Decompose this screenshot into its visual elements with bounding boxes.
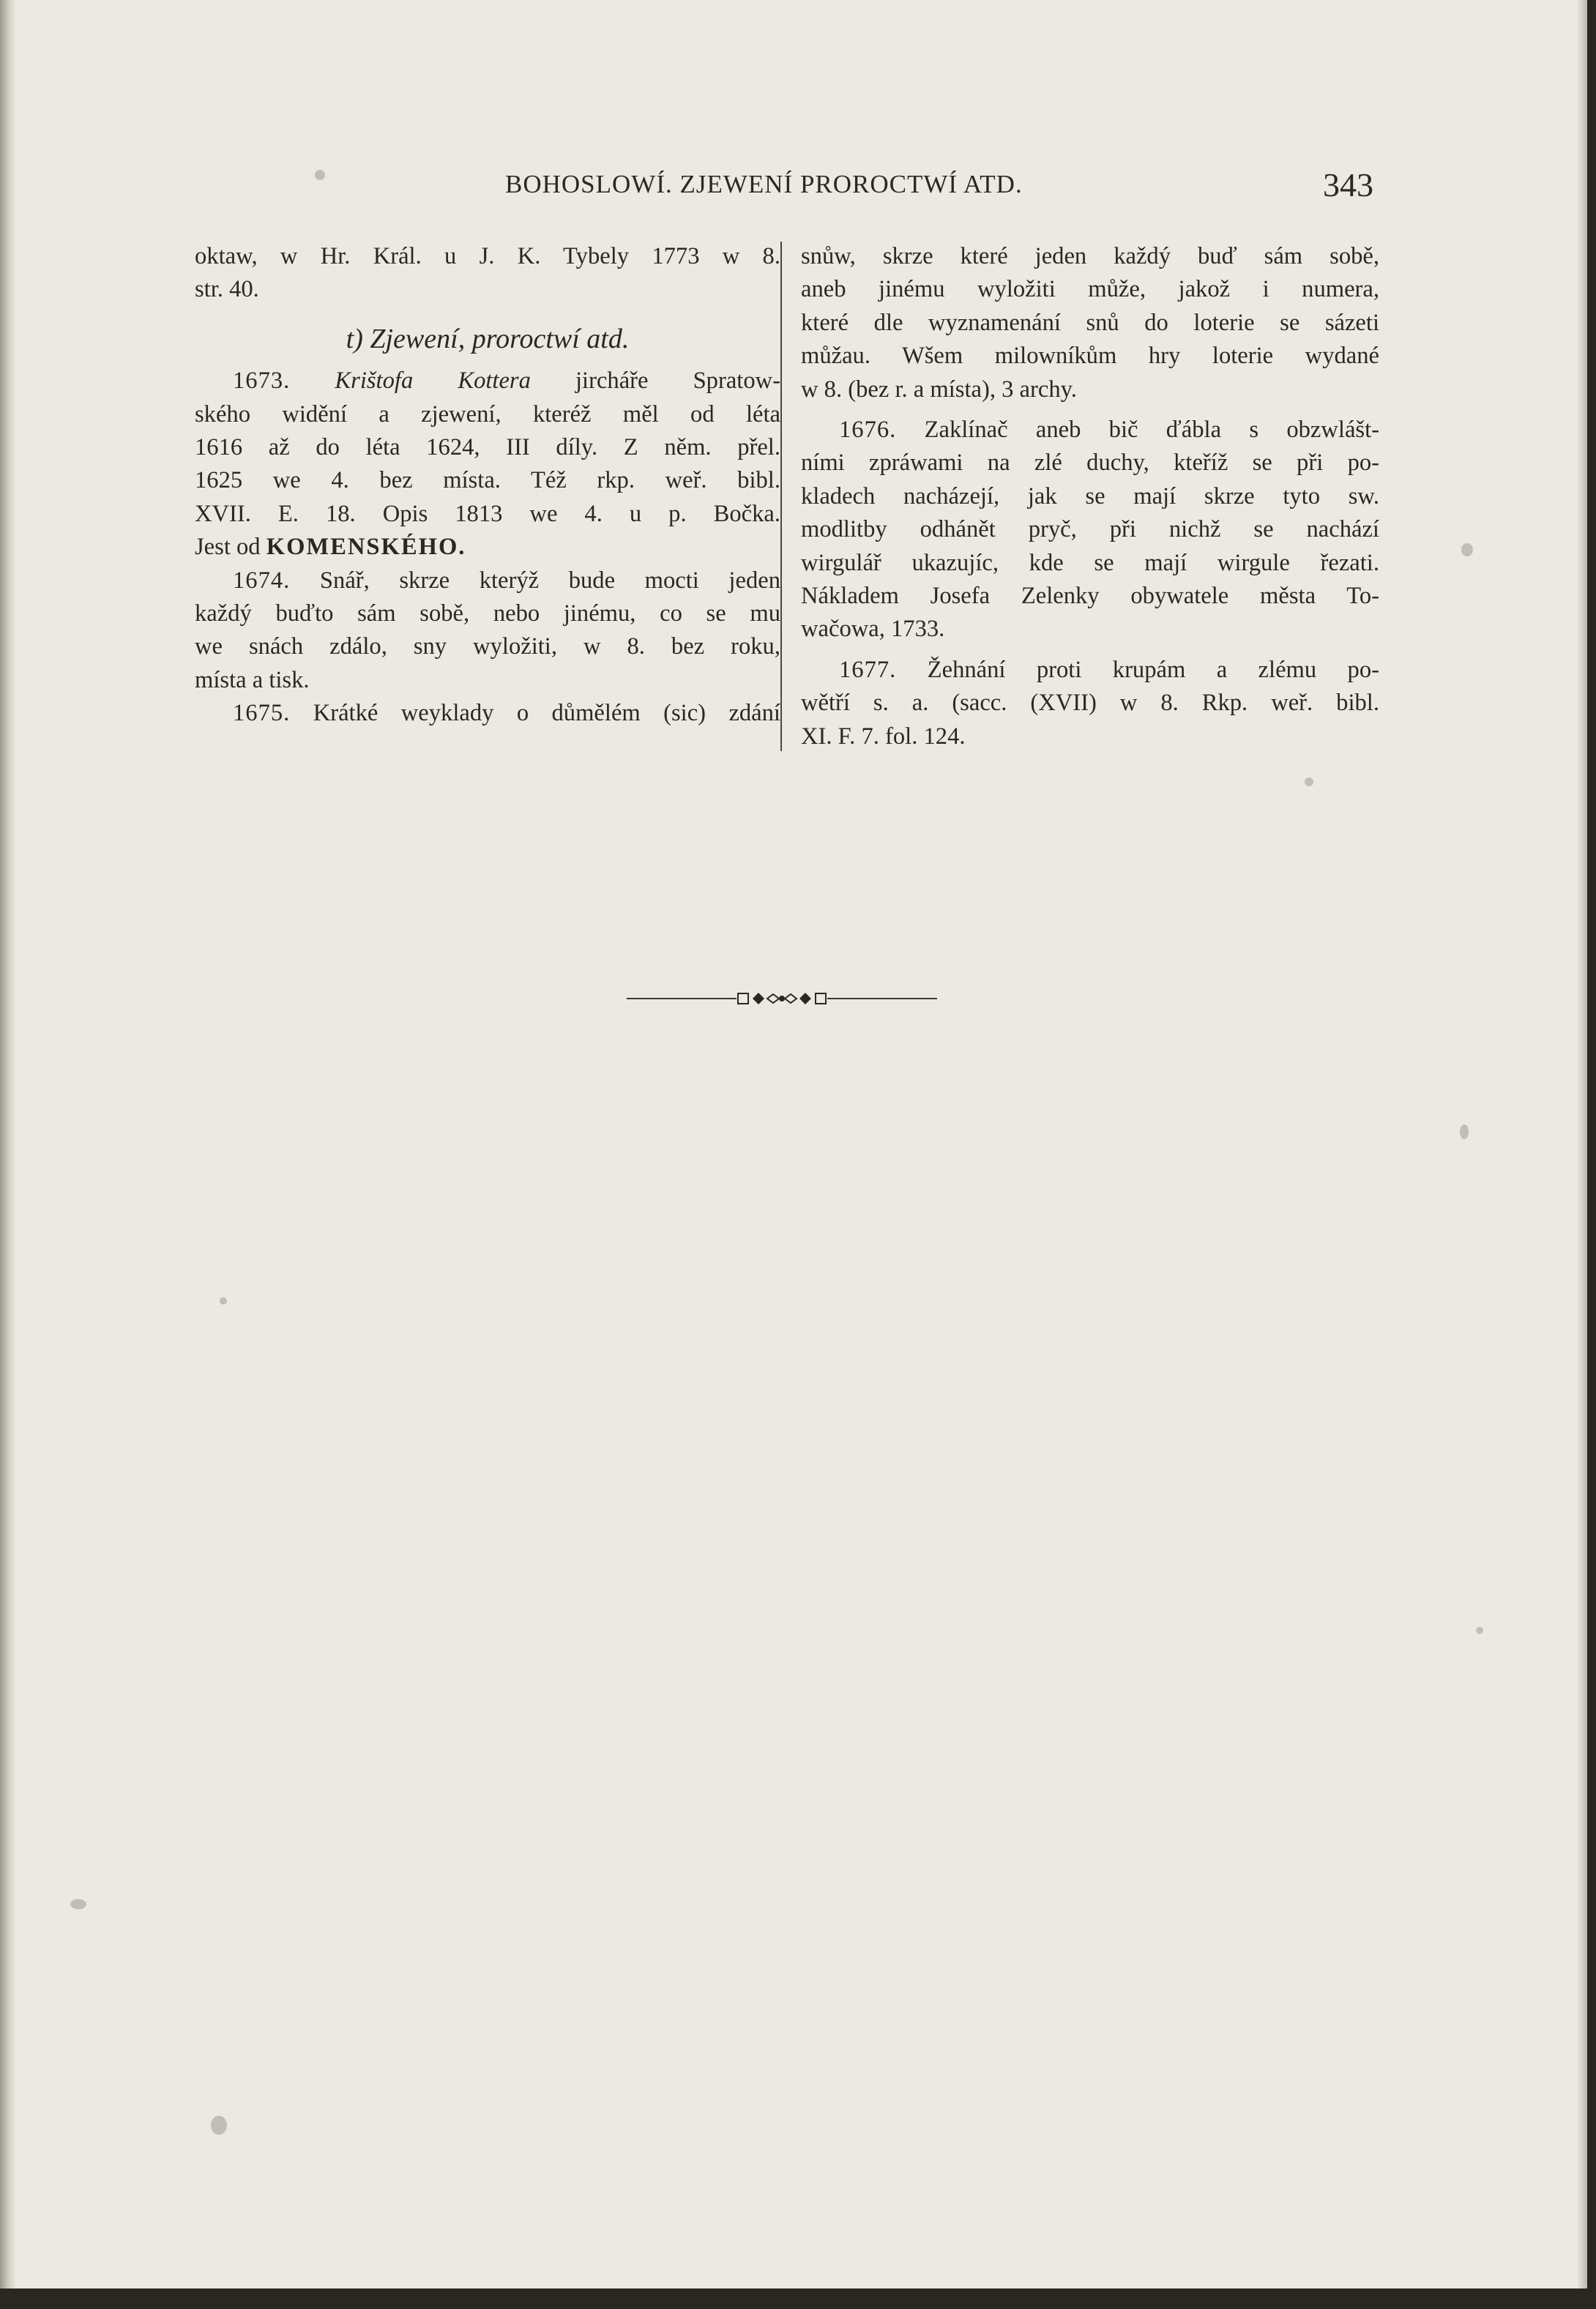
paper-speck <box>315 170 325 180</box>
column-divider <box>780 242 782 751</box>
text-line: wačowa, 1733. <box>801 616 945 643</box>
entry-text: Zaklínač aneb bič ďábla s obzwlášt- <box>924 417 1379 444</box>
paper-speck <box>220 1297 227 1305</box>
text-line: Nákladem Josefa Zelenky obywatele města To- <box>801 583 1379 610</box>
left-column <box>195 240 780 731</box>
text-line: snůw, skrze které jeden každý buď sám sobě, <box>801 243 1379 269</box>
text-line: wětří s. a. (sacc. (XVII) w 8. Rkp. weř. bibl. <box>801 690 1379 717</box>
entry-text: Jest od <box>195 534 261 561</box>
entry-number: 1673. <box>233 368 291 395</box>
right-column <box>801 240 1379 753</box>
text-line: ními zpráwami na zlé duchy, kteříž se při po- <box>801 450 1379 477</box>
paper-speck <box>211 2116 227 2135</box>
text-line: 1616 až do léta 1624, III díly. Z něm. přel. <box>195 434 780 461</box>
catalog-entry-1677 <box>801 654 1379 753</box>
text-line: str. 40. <box>195 276 259 303</box>
section-end-ornament <box>627 990 937 1007</box>
text-line <box>801 654 1379 687</box>
text-line: oktaw, w Hr. Král. u J. K. Tybely 1773 w 8. <box>195 243 780 269</box>
paper-speck <box>1476 1627 1483 1634</box>
paper-speck <box>70 1899 86 1909</box>
text-line: modlitby odhánět pryč, při nichž se nachází <box>801 516 1379 543</box>
page-number: 343 <box>1323 166 1373 204</box>
author-caps: KOMENSKÉHO. <box>266 534 466 561</box>
text-line <box>801 414 1379 447</box>
catalog-entry-1673 <box>195 365 780 564</box>
entry-text: jircháře Spratow- <box>575 368 780 395</box>
paper-speck <box>1305 777 1313 786</box>
text-line <box>195 365 780 398</box>
catalog-entry-1675 <box>195 697 780 730</box>
text-line: kladech nacházejí, jak se mají skrze tyto sw. <box>801 482 1379 510</box>
text-line <box>195 697 780 730</box>
text-line: XVII. E. 18. Opis 1813 we 4. u p. Bočka. <box>195 500 780 527</box>
entry-text: Krátké weyklady o důmělém (sic) zdání <box>313 700 780 727</box>
author-name: Krištofa Kottera <box>335 368 531 395</box>
text-line: ského widění a zjewení, kteréž měl od léta <box>195 400 780 428</box>
binding-shadow <box>0 0 16 2289</box>
running-header: BOHOSLOWÍ. ZJEWENÍ PROROCTWÍ ATD. <box>505 170 1023 198</box>
entry-text: Snář, skrze kterýž bude mocti jeden <box>319 567 780 594</box>
entry-number: 1677. <box>839 656 897 683</box>
text-line: místa a tisk. <box>195 666 310 693</box>
text-line: we snách zdálo, sny wyložiti, w 8. bez roku, <box>195 633 780 660</box>
entry-number: 1676. <box>839 417 897 444</box>
entry-text: Žehnání proti krupám a zlému po- <box>927 656 1379 683</box>
text-line: wirgulář ukazujíc, kde se mají wirgule řezati. <box>801 549 1379 576</box>
entry-number: 1675. <box>233 700 291 727</box>
text-line: w 8. (bez r. a místa), 3 archy. <box>801 376 1077 403</box>
text-line: aneb jinému wyložiti může, jakož i numera, <box>801 276 1379 303</box>
page-edge-shadow <box>1577 0 1587 2289</box>
text-line: můžau. Wšem milowníkům hry loterie wydané <box>801 343 1379 370</box>
text-line: které dle wyznamenání snů do loterie se sázeti <box>801 309 1379 336</box>
catalog-entry-1676 <box>801 414 1379 646</box>
text-line <box>195 531 780 564</box>
text-line: XI. F. 7. fol. 124. <box>801 723 966 750</box>
paper-speck <box>1460 1124 1469 1139</box>
paper-speck <box>1461 543 1473 556</box>
catalog-entry-1674 <box>195 564 780 698</box>
text-line: 1625 we 4. bez místa. Též rkp. weř. bibl. <box>195 467 780 494</box>
text-line <box>195 564 780 597</box>
entry-number: 1674. <box>233 567 291 594</box>
text-line: každý buďto sám sobě, nebo jinému, co se mu <box>195 600 780 627</box>
section-heading: t) Zjewení, proroctwí atd. <box>346 323 630 354</box>
